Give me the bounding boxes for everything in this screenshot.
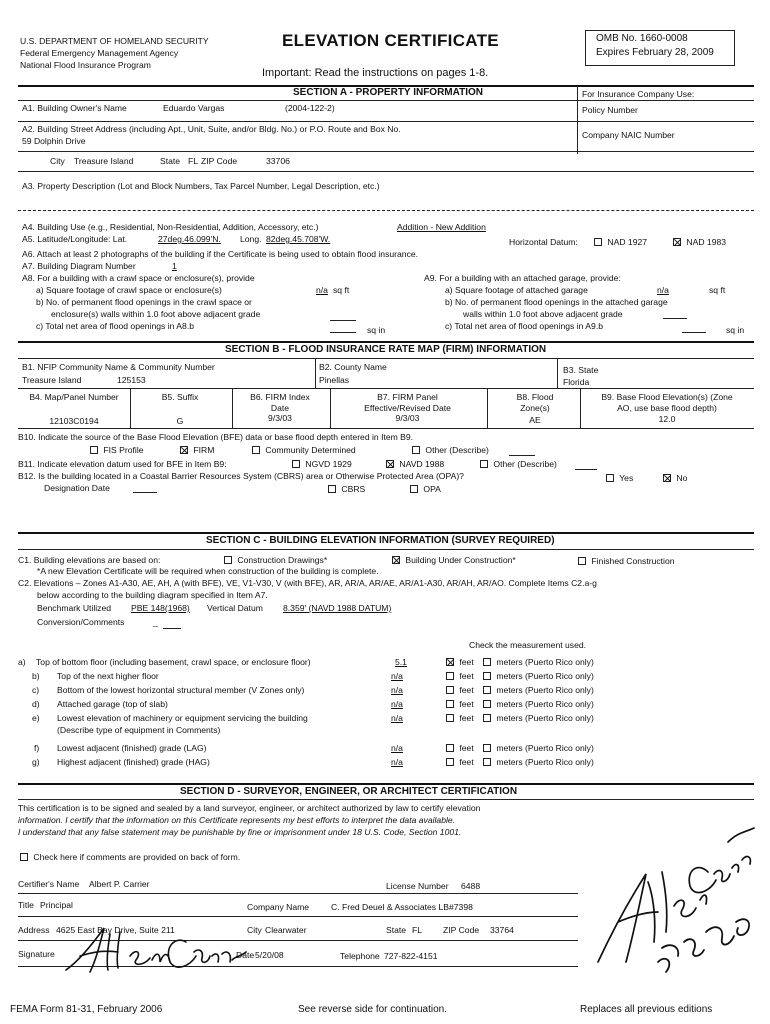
rule <box>18 916 578 917</box>
elevation-row-e <box>18 713 758 737</box>
a4-building-use: Addition - New Addition <box>397 222 486 232</box>
nad1983-checkbox[interactable] <box>673 238 681 246</box>
elevation-item-label: Bottom of the lowest horizontal structural member (V Zones only) <box>57 685 305 695</box>
elevation-item-value: n/a <box>391 713 403 723</box>
certification-text-2: information. I certify that the information on this Certificate represents my best efforts to interpret the data available. <box>18 815 456 825</box>
b10-fis-option[interactable] <box>88 445 144 455</box>
a1-label: A1. Building Owner's Name <box>22 103 127 113</box>
meters-checkbox[interactable] <box>483 686 491 694</box>
feet-checkbox[interactable] <box>446 714 454 722</box>
b11-navd-option[interactable] <box>384 459 444 469</box>
a9b-text: b) No. of permanent flood openings in the attached garage <box>445 297 668 307</box>
comments-checkbox[interactable] <box>20 853 28 861</box>
b11-other-label: Other (Describe) <box>493 459 557 469</box>
meters-option[interactable] <box>481 671 594 681</box>
rule <box>18 532 754 534</box>
certifier-name: Albert P. Carrier <box>89 879 150 889</box>
b1-label: B1. NFIP Community Name & Community Number <box>22 362 215 372</box>
feet-label: feet <box>459 743 474 753</box>
a7-diagram-number: 1 <box>172 261 177 271</box>
a9a-value: n/a <box>657 285 669 295</box>
b11-other-checkbox[interactable] <box>480 460 488 468</box>
finished-construction-label: Finished Construction <box>591 556 675 566</box>
telephone-value: 727-822-4151 <box>384 951 438 961</box>
b10-other-blank <box>509 455 535 456</box>
naic-label: Company NAIC Number <box>582 130 675 140</box>
ngvd-checkbox[interactable] <box>292 460 300 468</box>
nad1983-label: NAD 1983 <box>686 237 727 247</box>
elevation-row-d <box>18 699 758 711</box>
handwritten-signature <box>60 922 250 978</box>
company-label: Company Name <box>247 902 310 912</box>
elevation-item-label: Top of bottom floor (including basement, crawl space, or enclosure floor) <box>36 657 311 667</box>
b10-community-option[interactable] <box>250 445 356 455</box>
fis-checkbox[interactable] <box>90 446 98 454</box>
address-value: 4625 East Bay Drive, Suite 211 <box>56 925 175 935</box>
meters-label: meters (Puerto Rico only) <box>496 657 594 667</box>
b8-label-2: Zone(s) <box>520 403 550 413</box>
a8-text: A8. For a building with a crawl space or enclosure(s), provide <box>22 273 255 283</box>
b9-label-2: AO, use base flood depth) <box>617 403 717 413</box>
elevation-item-label: Attached garage (top of slab) <box>57 699 168 709</box>
insurance-use-label: For Insurance Company Use: <box>582 89 695 99</box>
a8a-text: a) Square footage of crawl space or enclosure(s) <box>36 285 222 295</box>
feet-option[interactable] <box>444 685 474 695</box>
opa-option[interactable] <box>408 484 441 494</box>
zip-label: ZIP Code <box>201 156 238 166</box>
a4-label: A4. Building Use (e.g., Residential, Non-Residential, Addition, Accessory, etc.) <box>22 222 319 232</box>
certifier-name-label: Certifier's Name <box>18 879 80 889</box>
company-name: C. Fred Deuel & Associates LB#7398 <box>331 902 473 912</box>
a8c-text: c) Total net area of flood openings in A8.b <box>36 321 194 331</box>
under-construction-label: Building Under Construction* <box>405 555 516 565</box>
elevation-item-value: n/a <box>391 671 403 681</box>
under-construction-option[interactable] <box>390 555 516 565</box>
b9-label: B9. Base Flood Elevation(s) (Zone <box>601 392 733 402</box>
b9-base-flood-elevation: 12.0 <box>658 414 676 424</box>
conversion-value: _ <box>153 617 158 627</box>
meters-option[interactable] <box>481 685 594 695</box>
rule <box>18 358 754 359</box>
b1-community-number: 125153 <box>117 375 146 385</box>
fis-label: FIS Profile <box>103 445 144 455</box>
a2-label: A2. Building Street Address (including Apt., Unit, Suite, and/or Bldg. No.) or P.O. Route and Box No. <box>22 124 401 134</box>
a9c-text: c) Total net area of flood openings in A9.b <box>445 321 603 331</box>
section-a-title: SECTION A - PROPERTY INFORMATION <box>293 87 484 98</box>
b10-other-option[interactable] <box>410 445 489 455</box>
section-c-title: SECTION C - BUILDING ELEVATION INFORMATION (SURVEY REQUIRED) <box>206 535 555 546</box>
date-value: 5/20/08 <box>255 950 284 960</box>
b6-firm-index-date: 9/3/03 <box>268 413 292 423</box>
feet-option[interactable] <box>444 757 474 767</box>
feet-checkbox[interactable] <box>446 758 454 766</box>
elevation-row-f <box>18 743 758 755</box>
nad1983-option[interactable] <box>671 237 726 247</box>
footer-form-number: FEMA Form 81-31, February 2006 <box>10 1004 163 1015</box>
elevation-item-id: d) <box>32 699 40 709</box>
b8-label: B8. Flood <box>516 392 554 402</box>
date-label: Date <box>236 950 255 960</box>
construction-drawings-checkbox[interactable] <box>224 556 232 564</box>
omb-expires: Expires February 28, 2009 <box>596 47 714 58</box>
meters-checkbox[interactable] <box>483 700 491 708</box>
ngvd-label: NGVD 1929 <box>305 459 352 469</box>
a5-latitude: 27deg.46.099'N. <box>158 234 221 244</box>
nad1927-checkbox[interactable] <box>594 238 602 246</box>
omb-number: OMB No. 1660-0008 <box>596 33 688 44</box>
footer-continuation: See reverse side for continuation. <box>298 1004 447 1015</box>
feet-label: feet <box>459 671 474 681</box>
rule <box>557 358 558 388</box>
a9c-blank <box>682 332 706 333</box>
navd-checkbox[interactable] <box>386 460 394 468</box>
zip-value: 33706 <box>266 156 290 166</box>
rule <box>315 358 316 388</box>
measurement-check-label: Check the measurement used. <box>469 640 587 650</box>
telephone-label: Telephone <box>340 951 380 961</box>
c2-text: C2. Elevations – Zones A1-A30, AE, AH, A (with BFE), VE, V1-V30, V (with BFE), AR, AR/A, AR/AE, AR/A1-A30, AR/AH, AR/AO. Complete Items C2.a-g <box>18 578 597 588</box>
no-checkbox[interactable] <box>663 474 671 482</box>
a8b-text: b) No. of permanent flood openings in the crawl space or <box>36 297 252 307</box>
a1-identifier: (2004-122-2) <box>285 103 335 113</box>
comments-label: Check here if comments are provided on back of form. <box>33 852 241 862</box>
city-label: City <box>50 156 65 166</box>
b10-text: B10. Indicate the source of the Base Flood Elevation (BFE) data or base flood depth entered in Item B9. <box>18 432 414 442</box>
a5-longitude: 82deg.45.708'W. <box>266 234 331 244</box>
feet-label: feet <box>459 713 474 723</box>
feet-checkbox[interactable] <box>446 672 454 680</box>
meters-option[interactable] <box>481 713 594 723</box>
elevation-item-value: n/a <box>391 757 403 767</box>
b10-firm-option[interactable] <box>178 445 214 455</box>
title-value: Principal <box>40 900 73 910</box>
vertical-datum-value: 8.359' (NAVD 1988 DATUM) <box>283 603 392 613</box>
c1-text: C1. Building elevations are based on: <box>18 555 161 565</box>
seal-signature <box>588 812 758 980</box>
b4-label: B4. Map/Panel Number <box>29 392 119 402</box>
b11-text: B11. Indicate elevation datum used for BFE in Item B9: <box>18 459 227 469</box>
b6-label: B6. FIRM Index <box>250 392 310 402</box>
elevation-item-id: g) <box>32 757 40 767</box>
b11-other-option[interactable] <box>478 459 557 469</box>
a8a-unit: sq ft <box>333 285 350 295</box>
b11-ngvd-option[interactable] <box>290 459 352 469</box>
rule <box>18 151 754 152</box>
elevation-item-label: Top of the next higher floor <box>57 671 159 681</box>
benchmark-label: Benchmark Utilized <box>37 603 112 613</box>
cbrs-checkbox[interactable] <box>328 485 336 493</box>
meters-option[interactable] <box>481 657 594 667</box>
b12-no-option[interactable] <box>661 473 687 483</box>
license-number-label: License Number <box>386 881 449 891</box>
policy-number-label: Policy Number <box>582 105 638 115</box>
yes-checkbox[interactable] <box>606 474 614 482</box>
a1-owner-name: Eduardo Vargas <box>163 103 225 113</box>
b3-label: B3. State <box>563 365 599 375</box>
opa-checkbox[interactable] <box>410 485 418 493</box>
cbrs-option[interactable] <box>326 484 365 494</box>
c1-note: *A new Elevation Certificate will be required when construction of the building is complete. <box>37 566 379 576</box>
designation-date-blank <box>133 492 157 493</box>
feet-option[interactable] <box>444 699 474 709</box>
nad1927-option[interactable] <box>592 237 647 247</box>
signature-label: Signature <box>18 949 55 959</box>
meters-label: meters (Puerto Rico only) <box>496 685 594 695</box>
elevation-row-c <box>18 685 758 697</box>
benchmark-value: PBE 148(1968) <box>131 603 190 613</box>
a2-street-address: 59 Dolphin Drive <box>22 136 86 146</box>
elevation-item-id: c) <box>32 685 40 695</box>
meters-option[interactable] <box>481 743 594 753</box>
b4-map-panel: 12103C0194 <box>49 416 99 426</box>
b11-other-blank <box>575 469 597 470</box>
b2-label: B2. County Name <box>319 362 387 372</box>
state-label-d: State <box>386 925 407 935</box>
feet-checkbox[interactable] <box>446 700 454 708</box>
a5-label: A5. Latitude/Longitude: Lat. <box>22 234 128 244</box>
feet-label: feet <box>459 699 474 709</box>
feet-option[interactable] <box>444 743 474 753</box>
construction-drawings-label: Construction Drawings* <box>237 555 328 565</box>
rule <box>18 171 754 172</box>
conversion-label: Conversion/Comments <box>37 617 125 627</box>
b12-yes-option[interactable] <box>604 473 633 483</box>
feet-checkbox[interactable] <box>446 658 454 666</box>
construction-drawings-option[interactable] <box>222 555 327 565</box>
meters-label: meters (Puerto Rico only) <box>496 671 594 681</box>
b2-county: Pinellas <box>319 375 350 385</box>
feet-checkbox[interactable] <box>446 744 454 752</box>
yes-label: Yes <box>619 473 634 483</box>
b10-other-checkbox[interactable] <box>412 446 420 454</box>
feet-label: feet <box>459 685 474 695</box>
community-label: Community Determined <box>265 445 356 455</box>
meters-checkbox[interactable] <box>483 758 491 766</box>
section-d-title: SECTION D - SURVEYOR, ENGINEER, OR ARCHITECT CERTIFICATION <box>180 786 518 797</box>
city-value-d: Clearwater <box>265 925 307 935</box>
b8-flood-zone: AE <box>529 415 541 425</box>
b5-suffix: G <box>176 416 184 426</box>
a9c-unit: sq in <box>726 325 745 335</box>
elevation-item-label-2: (Describe type of equipment in Comments) <box>57 725 221 735</box>
under-construction-checkbox[interactable] <box>392 556 400 564</box>
finished-construction-option[interactable] <box>576 556 675 566</box>
zip-label-d: ZIP Code <box>443 925 480 935</box>
elevation-item-value: n/a <box>391 685 403 695</box>
elevation-item-label: Highest adjacent (finished) grade (HAG) <box>57 757 210 767</box>
rule <box>18 428 754 429</box>
meters-label: meters (Puerto Rico only) <box>496 699 594 709</box>
b10-other-label: Other (Describe) <box>425 445 489 455</box>
rule <box>18 893 578 894</box>
important-note: Important: Read the instructions on pages 1-8. <box>262 67 489 79</box>
a5-long-label: Long. <box>240 234 262 244</box>
a9b-text-2: walls within 1.0 foot above adjacent grade <box>463 309 623 319</box>
a9a-text: a) Square footage of attached garage <box>445 285 588 295</box>
b12-text: B12. Is the building located in a Coastal Barrier Resources System (CBRS) area or Otherwise Protected Area (OPA)? <box>18 471 464 481</box>
meters-label: meters (Puerto Rico only) <box>496 757 594 767</box>
rule <box>577 86 578 154</box>
b6-label-2: Date <box>270 403 290 413</box>
title-label: Title <box>18 900 34 910</box>
rule <box>18 388 754 389</box>
feet-option[interactable] <box>444 671 474 681</box>
rule <box>18 799 754 800</box>
meters-option[interactable] <box>481 699 594 709</box>
b3-state: Florida <box>563 377 590 387</box>
agency-name: U.S. DEPARTMENT OF HOMELAND SECURITY <box>20 36 209 46</box>
comments-option[interactable] <box>18 852 240 862</box>
feet-option[interactable] <box>444 657 474 667</box>
rule <box>487 388 488 428</box>
b7-label-2: Effective/Revised Date <box>364 403 451 413</box>
meters-label: meters (Puerto Rico only) <box>496 743 594 753</box>
b5-label: B5. Suffix <box>161 392 199 402</box>
b1-community-name: Treasure Island <box>22 375 82 385</box>
city-value: Treasure Island <box>74 156 134 166</box>
horizontal-datum-label: Horizontal Datum: <box>509 237 578 247</box>
meters-checkbox[interactable] <box>483 744 491 752</box>
city-label-d: City <box>247 925 262 935</box>
elevation-item-id: f) <box>34 743 40 753</box>
elevation-row-b <box>18 671 758 683</box>
rule <box>18 210 754 211</box>
vertical-datum-label: Vertical Datum <box>207 603 263 613</box>
agency-subname: Federal Emergency Management Agency <box>20 48 179 58</box>
c2-text-2: below according to the building diagram specified in Item A7. <box>37 590 268 600</box>
zip-value-d: 33764 <box>490 925 514 935</box>
feet-label: feet <box>459 757 474 767</box>
a7-label: A7. Building Diagram Number <box>22 261 136 271</box>
feet-label: feet <box>459 657 474 667</box>
no-label: No <box>676 473 688 483</box>
a8a-value: n/a <box>316 285 328 295</box>
rule <box>18 341 754 343</box>
form-title: ELEVATION CERTIFICATE <box>282 31 499 50</box>
conversion-blank <box>163 628 181 629</box>
rule <box>18 121 754 122</box>
elevation-item-label: Lowest elevation of machinery or equipment servicing the building <box>57 713 308 723</box>
elevation-row-g <box>18 757 758 769</box>
b7-label: B7. FIRM Panel <box>377 392 438 402</box>
program-name: National Flood Insurance Program <box>20 60 151 70</box>
finished-construction-checkbox[interactable] <box>578 557 586 565</box>
elevation-item-value: 5.1 <box>395 657 407 667</box>
nad1927-label: NAD 1927 <box>607 237 648 247</box>
rule <box>18 100 754 101</box>
meters-label: meters (Puerto Rico only) <box>496 713 594 723</box>
meters-option[interactable] <box>481 757 594 767</box>
elevation-item-id: b) <box>32 671 40 681</box>
firm-label: FIRM <box>193 445 215 455</box>
a8b-blank <box>330 320 356 321</box>
b7-panel-date: 9/3/03 <box>395 413 420 423</box>
footer-replaces: Replaces all previous editions <box>580 1004 713 1015</box>
opa-label: OPA <box>423 484 441 494</box>
meters-checkbox[interactable] <box>483 672 491 680</box>
certification-text-3: I understand that any false statement may be punishable by fine or imprisonment under 18 U.S. Code, Section 1001. <box>18 827 462 837</box>
a9b-blank <box>663 318 687 319</box>
rule <box>18 783 754 785</box>
license-number: 6488 <box>461 881 481 891</box>
rule <box>18 549 754 550</box>
elevation-item-id: e) <box>32 713 40 723</box>
a8c-unit: sq in <box>367 325 386 335</box>
elevation-item-label: Lowest adjacent (finished) grade (LAG) <box>57 743 207 753</box>
a8b-text-2: enclosure(s) walls within 1.0 foot above adjacent grade <box>51 309 261 319</box>
community-checkbox[interactable] <box>252 446 260 454</box>
a9-text: A9. For a building with an attached garage, provide: <box>424 273 621 283</box>
elevation-item-id: a) <box>18 657 26 667</box>
designation-date-label: Designation Date <box>44 483 110 493</box>
address-label: Address <box>18 925 50 935</box>
meters-checkbox[interactable] <box>483 658 491 666</box>
a8c-blank <box>330 332 356 333</box>
state-label: State <box>160 156 181 166</box>
meters-checkbox[interactable] <box>483 714 491 722</box>
cbrs-label: CBRS <box>341 484 366 494</box>
elevation-item-value: n/a <box>391 699 403 709</box>
a9a-unit: sq ft <box>709 285 726 295</box>
navd-label: NAVD 1988 <box>399 459 445 469</box>
a6-text: A6. Attach at least 2 photographs of the building if the Certificate is being used to obtain flood insurance. <box>22 249 419 259</box>
section-b-title: SECTION B - FLOOD INSURANCE RATE MAP (FIRM) INFORMATION <box>225 344 547 355</box>
feet-option[interactable] <box>444 713 474 723</box>
a3-label: A3. Property Description (Lot and Block Numbers, Tax Parcel Number, Legal Description, etc.) <box>22 181 380 191</box>
firm-checkbox[interactable] <box>180 446 188 454</box>
state-value: FL <box>188 156 199 166</box>
state-value-d: FL <box>412 925 423 935</box>
certification-text-1: This certification is to be signed and sealed by a land surveyor, engineer, or architect authorized by law to certify elevation <box>18 803 481 813</box>
elevation-row-a <box>18 657 758 669</box>
feet-checkbox[interactable] <box>446 686 454 694</box>
elevation-item-value: n/a <box>391 743 403 753</box>
